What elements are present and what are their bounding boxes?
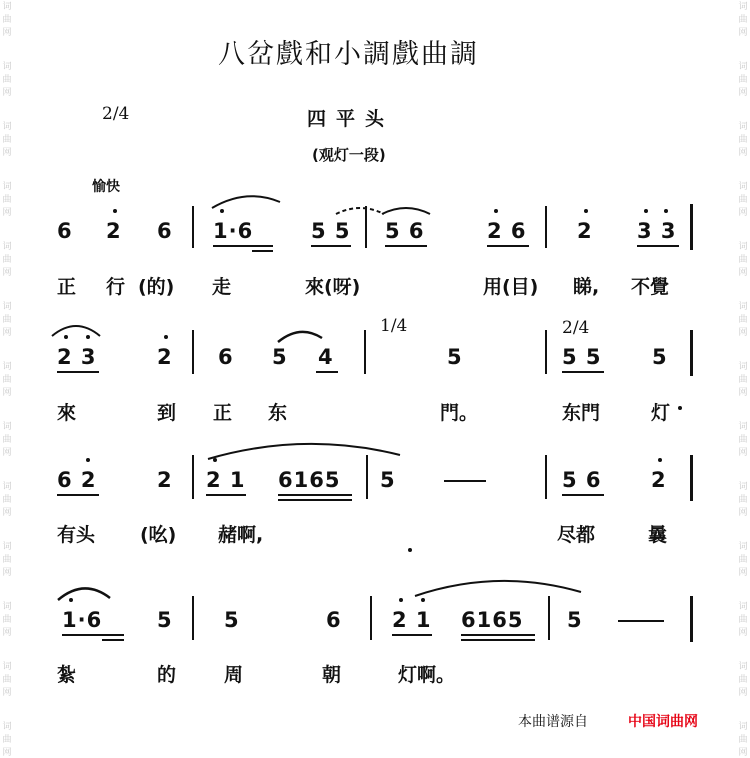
high-octave-dot (86, 458, 90, 462)
watermark-char: 网 (738, 448, 748, 458)
watermark-char: 网 (738, 148, 748, 158)
note: 2 (157, 468, 173, 492)
watermark-char: 曲 (2, 15, 12, 25)
watermark-char: 网 (2, 268, 12, 278)
watermark-char: 曲 (2, 315, 12, 325)
underline (213, 245, 273, 247)
slur-mark (380, 200, 432, 216)
watermark-char: 词 (2, 422, 12, 432)
note: 5 (652, 345, 668, 369)
watermark-char: 词 (738, 62, 748, 72)
watermark-char: 曲 (738, 735, 748, 745)
source-brand-link[interactable]: 中国词曲网 (628, 713, 698, 729)
underline (278, 494, 352, 496)
underline (62, 634, 124, 636)
barline (690, 330, 693, 376)
slur-mark (206, 437, 402, 461)
lyric: 朝 (322, 664, 342, 686)
barline (365, 206, 367, 248)
barline (690, 204, 693, 250)
watermark-char: 网 (738, 508, 748, 518)
watermark-char: 网 (738, 88, 748, 98)
lyric: (的) (138, 276, 175, 298)
lyric: (吆) (140, 524, 177, 546)
underline (461, 639, 535, 641)
high-octave-dot (658, 458, 662, 462)
tune-name: 四平头 (307, 108, 395, 130)
slur-mark (56, 580, 112, 602)
watermark-char: 曲 (2, 735, 12, 745)
underline (562, 494, 604, 496)
watermark-char: 词 (738, 242, 748, 252)
watermark-char: 曲 (2, 435, 12, 445)
barline (690, 596, 693, 642)
underline (252, 250, 273, 252)
barline (370, 596, 372, 640)
watermark-char: 网 (738, 388, 748, 398)
note: 2 6 (487, 219, 527, 243)
underline (57, 494, 99, 496)
barline (545, 455, 547, 499)
note: 2 (577, 219, 593, 243)
watermark-char: 网 (738, 208, 748, 218)
barline (545, 330, 547, 374)
barline (366, 455, 368, 499)
watermark-char: 网 (738, 568, 748, 578)
left-watermark-strip (0, 0, 14, 758)
watermark-char: 网 (2, 328, 12, 338)
note: 5 (157, 608, 173, 632)
right-watermark-strip (736, 0, 750, 758)
barline (192, 330, 194, 374)
watermark-char: 网 (2, 628, 12, 638)
time-signature: 2/4 (102, 104, 130, 124)
watermark-char: 网 (2, 748, 12, 758)
high-octave-dot (399, 598, 403, 602)
lyric: 东 (268, 402, 288, 424)
note: 5 5 (311, 219, 351, 243)
high-octave-dot (584, 209, 588, 213)
time-change: 1/4 (380, 316, 408, 336)
lyric: 曩 (648, 524, 668, 546)
lyric: 周 (224, 664, 244, 686)
note: 2 (651, 468, 667, 492)
underline (487, 245, 529, 247)
underline (637, 245, 679, 247)
watermark-char: 网 (2, 28, 12, 38)
note: 4 (318, 345, 334, 369)
note: 6 (57, 219, 73, 243)
watermark-char: 网 (738, 268, 748, 278)
watermark-char: 词 (738, 122, 748, 132)
high-octave-dot (494, 209, 498, 213)
lyric: 灯 (651, 402, 671, 424)
barline (690, 455, 693, 501)
watermark-char: 词 (738, 662, 748, 672)
lyric: 睇, (573, 276, 600, 298)
watermark-char: 词 (738, 422, 748, 432)
lyric: 到 (157, 402, 177, 424)
note: 1·6 (62, 608, 103, 632)
watermark-char: 词 (2, 2, 12, 12)
lyric: 來 (57, 402, 77, 424)
watermark-char: 词 (2, 302, 12, 312)
watermark-char: 曲 (738, 195, 748, 205)
watermark-char: 词 (2, 62, 12, 72)
watermark-char: 曲 (738, 615, 748, 625)
lyric: 用(目) (483, 276, 539, 298)
lyric: 赭啊, (218, 524, 264, 546)
barline (192, 596, 194, 640)
underline (562, 371, 604, 373)
note: 2 (157, 345, 173, 369)
watermark-char: 词 (2, 482, 12, 492)
extension-dash (444, 480, 486, 482)
watermark-char: 网 (2, 88, 12, 98)
slur-mark (276, 326, 324, 344)
note: 6 2 (57, 468, 97, 492)
watermark-char: 曲 (2, 195, 12, 205)
watermark-char: 词 (738, 302, 748, 312)
high-octave-dot (64, 335, 68, 339)
high-octave-dot (69, 598, 73, 602)
high-octave-dot (113, 209, 117, 213)
underline (57, 371, 99, 373)
watermark-char: 词 (2, 722, 12, 732)
watermark-char: 曲 (738, 135, 748, 145)
watermark-char: 词 (738, 482, 748, 492)
underline (278, 499, 352, 501)
note: 5 6 (562, 468, 602, 492)
watermark-char: 网 (2, 388, 12, 398)
note: 5 (380, 468, 396, 492)
lyric: 灯啊。 (398, 664, 456, 686)
watermark-char: 网 (2, 448, 12, 458)
high-octave-dot (213, 458, 217, 462)
note: 5 (567, 608, 583, 632)
lyric: 有头 (57, 524, 96, 546)
lyric: 尽都 (557, 524, 596, 546)
lyric: 不覺 (631, 276, 670, 298)
slur-mark (210, 188, 282, 210)
tune-note: (观灯一段) (312, 146, 386, 164)
barline (192, 206, 194, 248)
watermark-char: 网 (2, 688, 12, 698)
lyric: 紮 (57, 664, 77, 686)
note: 5 6 (385, 219, 425, 243)
watermark-char: 曲 (738, 255, 748, 265)
lyric: 走 (212, 276, 232, 298)
slur-mark (413, 574, 583, 598)
watermark-char: 曲 (738, 315, 748, 325)
watermark-char: 曲 (738, 675, 748, 685)
underline (392, 634, 432, 636)
tempo-marking: 愉快 (92, 179, 120, 195)
watermark-char: 曲 (738, 15, 748, 25)
watermark-char: 词 (738, 602, 748, 612)
note: 2 (106, 219, 122, 243)
high-octave-dot (220, 209, 224, 213)
time-change: 2/4 (562, 318, 590, 338)
note: 3 3 (637, 219, 677, 243)
watermark-char: 网 (738, 748, 748, 758)
lyric: 來(呀) (305, 276, 361, 298)
underline (311, 245, 351, 247)
lyric: 东門 (562, 402, 601, 424)
lyric: 門。 (440, 402, 479, 424)
watermark-char: 网 (738, 628, 748, 638)
watermark-char: 曲 (738, 555, 748, 565)
high-octave-dot (644, 209, 648, 213)
lyric: 正 (213, 402, 233, 424)
watermark-char: 网 (2, 148, 12, 158)
watermark-char: 曲 (2, 75, 12, 85)
source-label: 本曲谱源自 (518, 713, 588, 729)
watermark-char: 曲 (2, 615, 12, 625)
note: 6165 (461, 608, 524, 632)
stray-dot (408, 548, 412, 552)
watermark-char: 曲 (738, 375, 748, 385)
note: 6165 (278, 468, 341, 492)
barline (548, 596, 550, 640)
note: 6 (218, 345, 234, 369)
lyric: 正 (57, 276, 77, 298)
note: 2 1 (206, 468, 246, 492)
watermark-char: 词 (2, 542, 12, 552)
watermark-char: 曲 (2, 495, 12, 505)
watermark-char: 词 (2, 182, 12, 192)
watermark-char: 词 (2, 242, 12, 252)
note: 5 5 (562, 345, 602, 369)
note: 1·6 (213, 219, 254, 243)
note: 6 (157, 219, 173, 243)
slur-mark (50, 316, 102, 338)
note: 5 (224, 608, 240, 632)
note: 2 1 (392, 608, 432, 632)
watermark-char: 网 (738, 328, 748, 338)
lyric: 的 (157, 664, 177, 686)
watermark-char: 词 (738, 722, 748, 732)
underline (102, 639, 124, 641)
note: 2 3 (57, 345, 97, 369)
note: 5 (272, 345, 288, 369)
extension-dash (618, 620, 664, 622)
high-octave-dot (421, 598, 425, 602)
watermark-char: 曲 (2, 135, 12, 145)
watermark-char: 曲 (738, 495, 748, 505)
watermark-char: 词 (738, 542, 748, 552)
watermark-char: 曲 (2, 555, 12, 565)
watermark-char: 词 (2, 662, 12, 672)
watermark-char: 曲 (738, 75, 748, 85)
underline (385, 245, 427, 247)
slur-mark (334, 200, 386, 216)
underline (461, 634, 535, 636)
high-octave-dot (664, 209, 668, 213)
watermark-char: 曲 (2, 675, 12, 685)
watermark-char: 曲 (2, 375, 12, 385)
barline (192, 455, 194, 499)
note: 5 (447, 345, 463, 369)
watermark-char: 网 (738, 688, 748, 698)
barline (545, 206, 547, 248)
watermark-char: 词 (738, 2, 748, 12)
watermark-char: 词 (2, 362, 12, 372)
high-octave-dot (86, 335, 90, 339)
watermark-char: 网 (2, 568, 12, 578)
note: 6 (326, 608, 342, 632)
stray-dot (678, 406, 682, 410)
barline (364, 330, 366, 374)
page-title: 八岔戲和小調戲曲調 (218, 39, 479, 70)
underline (206, 494, 246, 496)
underline (316, 371, 338, 373)
watermark-char: 网 (2, 208, 12, 218)
lyric: 行 (106, 276, 126, 298)
watermark-char: 网 (2, 508, 12, 518)
watermark-char: 曲 (738, 435, 748, 445)
watermark-char: 词 (738, 182, 748, 192)
watermark-char: 词 (2, 602, 12, 612)
watermark-char: 网 (738, 28, 748, 38)
watermark-char: 词 (2, 122, 12, 132)
high-octave-dot (164, 335, 168, 339)
watermark-char: 曲 (2, 255, 12, 265)
watermark-char: 词 (738, 362, 748, 372)
